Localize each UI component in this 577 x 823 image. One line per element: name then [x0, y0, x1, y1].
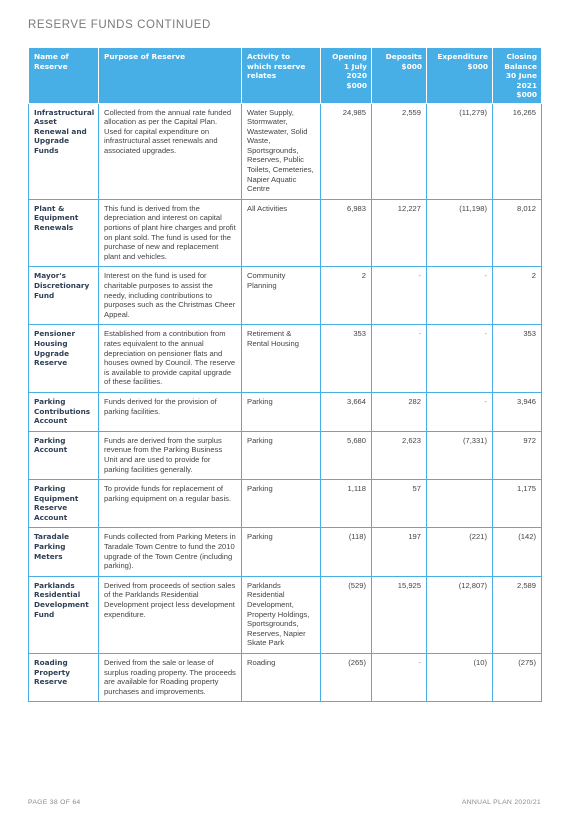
activity-cell: All Activities	[242, 199, 321, 267]
closing-cell: 353	[493, 325, 542, 393]
closing-cell: 16,265	[493, 103, 542, 199]
purpose-cell: Funds collected from Parking Meters in Taradale Town Centre to fund the 2010 upgrade of the Town Centre (including parking).	[99, 528, 242, 576]
expenditure-cell: (11,198)	[427, 199, 493, 267]
reserve-name-cell: Parklands Residential Development Fund	[29, 576, 99, 653]
activity-cell: Parking	[242, 392, 321, 431]
deposits-cell: -	[372, 325, 427, 393]
page-number: PAGE 38 OF 64	[28, 799, 81, 806]
reserve-name-cell: Infrastructural Asset Renewal and Upgrade Funds	[29, 103, 99, 199]
expenditure-cell: -	[427, 325, 493, 393]
closing-cell: 972	[493, 431, 542, 479]
reserve-name-cell: Parking Contributions Account	[29, 392, 99, 431]
expenditure-cell	[427, 480, 493, 528]
purpose-cell: Derived from the sale or lease of surplus roading property. The proceeds are available for Roading property purchases and improvements.	[99, 654, 242, 702]
section-title: RESERVE FUNDS CONTINUED	[28, 19, 211, 31]
deposits-cell: -	[372, 267, 427, 325]
closing-cell: (275)	[493, 654, 542, 702]
closing-cell: 2,589	[493, 576, 542, 653]
reserve-name-cell: Roading Property Reserve	[29, 654, 99, 702]
table-row	[29, 392, 542, 431]
table-row	[29, 576, 542, 653]
purpose-cell: Interest on the fund is used for charitable purposes to assist the needy, including contributions to purposes such as the Christmas Cheer Appeal.	[99, 267, 242, 325]
deposits-cell: 15,925	[372, 576, 427, 653]
purpose-cell: Established from a contribution from rates equivalent to the annual depreciation on pensioner flats and houses owned by Council. The reserve is available to provide capital upgrade of these facilities.	[99, 325, 242, 393]
expenditure-cell: (221)	[427, 528, 493, 576]
table-row	[29, 325, 542, 393]
table-header-row	[29, 48, 542, 104]
opening-cell: 2	[321, 267, 372, 325]
table-row	[29, 199, 542, 267]
deposits-cell: 282	[372, 392, 427, 431]
purpose-cell: Derived from proceeds of section sales of the Parklands Residential Development project less development expenditure.	[99, 576, 242, 653]
reserve-name-cell: Parking Equipment Reserve Account	[29, 480, 99, 528]
header-closing: Closing Balance 30 June 2021 $000	[493, 48, 542, 104]
closing-cell: 3,946	[493, 392, 542, 431]
opening-cell: (118)	[321, 528, 372, 576]
opening-cell: 5,680	[321, 431, 372, 479]
reserve-name-cell: Taradale Parking Meters	[29, 528, 99, 576]
table-row	[29, 528, 542, 576]
opening-cell: 24,985	[321, 103, 372, 199]
expenditure-cell: (10)	[427, 654, 493, 702]
deposits-cell: 2,623	[372, 431, 427, 479]
reserve-name-cell: Pensioner Housing Upgrade Reserve	[29, 325, 99, 393]
reserve-funds-table	[28, 47, 542, 702]
deposits-cell: 12,227	[372, 199, 427, 267]
expenditure-cell: (11,279)	[427, 103, 493, 199]
expenditure-cell: (12,807)	[427, 576, 493, 653]
activity-cell: Parking	[242, 528, 321, 576]
opening-cell: 353	[321, 325, 372, 393]
closing-cell: 1,175	[493, 480, 542, 528]
header-purpose: Purpose of Reserve	[99, 48, 242, 104]
activity-cell: Parking	[242, 431, 321, 479]
header-expenditure: Expenditure $000	[427, 48, 493, 104]
table-row	[29, 267, 542, 325]
activity-cell: Parklands Residential Development, Property Holdings, Sportsgrounds, Reserves, Napier Skate Park	[242, 576, 321, 653]
closing-cell: (142)	[493, 528, 542, 576]
activity-cell: Roading	[242, 654, 321, 702]
header-activity: Activity to which reserve relates	[242, 48, 321, 104]
document-title: ANNUAL PLAN 2020/21	[461, 799, 541, 806]
table-row	[29, 431, 542, 479]
deposits-cell: 57	[372, 480, 427, 528]
header-opening: Opening 1 July 2020 $000	[321, 48, 372, 104]
activity-cell: Retirement & Rental Housing	[242, 325, 321, 393]
activity-cell: Water Supply, Stormwater, Wastewater, Solid Waste, Sportsgrounds, Reserves, Public Toilets, Cemeteries, Napier Aquatic Centre	[242, 103, 321, 199]
purpose-cell: This fund is derived from the depreciation and interest on capital portions of plant hire charges and profit on plant sold. The fund is used for the purchase of new and replacement plant and vehicles.	[99, 199, 242, 267]
deposits-cell: 2,559	[372, 103, 427, 199]
expenditure-cell: (7,331)	[427, 431, 493, 479]
opening-cell: 1,118	[321, 480, 372, 528]
closing-cell: 8,012	[493, 199, 542, 267]
opening-cell: (265)	[321, 654, 372, 702]
reserve-name-cell: Plant & Equipment Renewals	[29, 199, 99, 267]
reserve-name-cell: Mayor's Discretionary Fund	[29, 267, 99, 325]
table-row	[29, 480, 542, 528]
purpose-cell: Funds derived for the provision of parking facilities.	[99, 392, 242, 431]
opening-cell: 3,664	[321, 392, 372, 431]
table-row	[29, 103, 542, 199]
expenditure-cell: -	[427, 267, 493, 325]
expenditure-cell: -	[427, 392, 493, 431]
activity-cell: Community Planning	[242, 267, 321, 325]
table-body	[29, 103, 542, 702]
activity-cell: Parking	[242, 480, 321, 528]
closing-cell: 2	[493, 267, 542, 325]
deposits-cell: 197	[372, 528, 427, 576]
deposits-cell: -	[372, 654, 427, 702]
reserve-name-cell: Parking Account	[29, 431, 99, 479]
purpose-cell: To provide funds for replacement of parking equipment on a regular basis.	[99, 480, 242, 528]
purpose-cell: Collected from the annual rate funded allocation as per the Capital Plan. Used for capital expenditure on infrastructural asset renewals and associated upgrades.	[99, 103, 242, 199]
opening-cell: 6,983	[321, 199, 372, 267]
opening-cell: (529)	[321, 576, 372, 653]
header-deposits: Deposits $000	[372, 48, 427, 104]
purpose-cell: Funds are derived from the surplus revenue from the Parking Business Unit and are used to provide for parking facilities generally.	[99, 431, 242, 479]
header-name: Name of Reserve	[29, 48, 99, 104]
table-row	[29, 654, 542, 702]
